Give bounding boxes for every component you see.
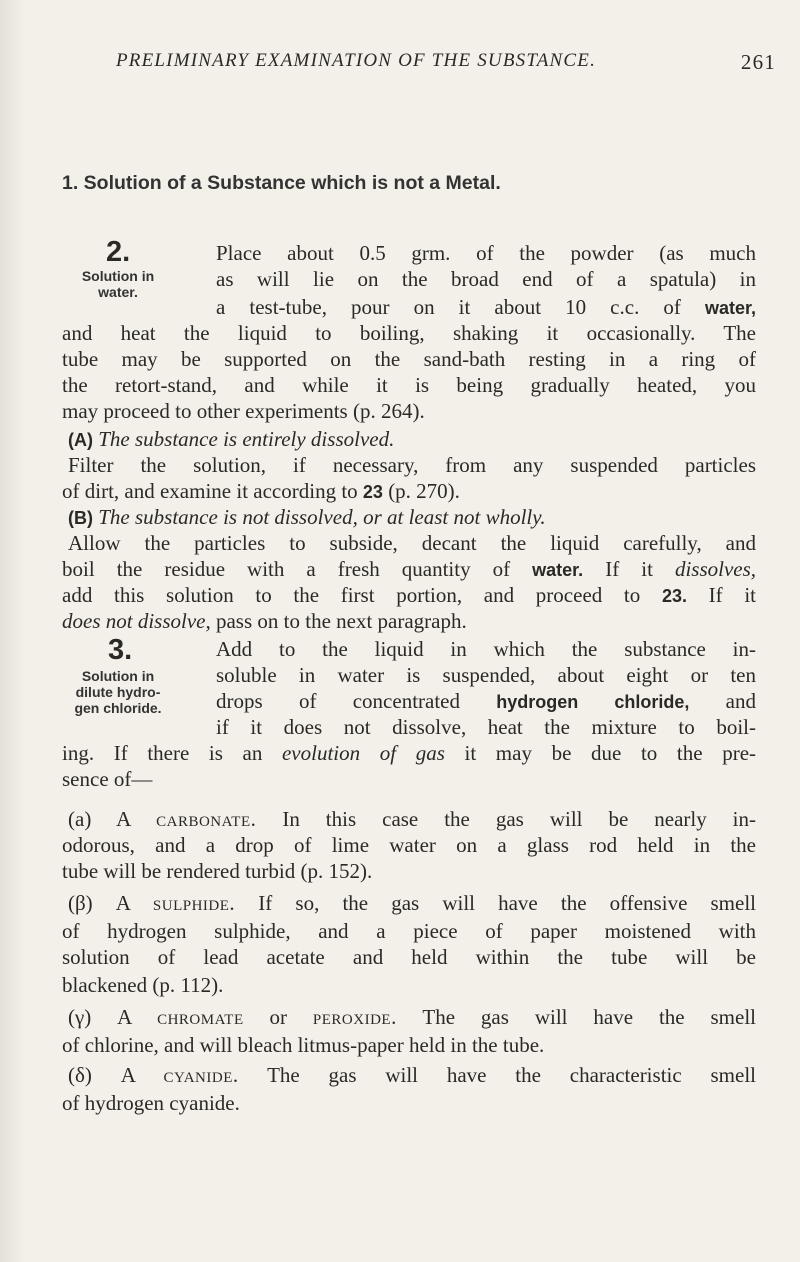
body-line: blackened (p. 112). — [62, 973, 224, 997]
substance-name: sulphide. — [152, 891, 236, 915]
cross-reference: 23 — [362, 482, 383, 502]
page-edge-shadow — [0, 0, 26, 1262]
body-line: as will lie on the broad end of a spatula) in — [216, 267, 756, 291]
body-line: Allow the particles to subside, decant the liquid carefully, and — [68, 531, 756, 555]
body-line: Add to the liquid in which the substance in- — [216, 637, 756, 661]
body-line: add this solution to the first portion, and proceed to 23. If it — [62, 583, 756, 607]
margin-note-solution-in-hcl — [48, 668, 188, 716]
body-line: of hydrogen sulphide, and a piece of paper moistened with — [62, 919, 756, 943]
body-line: if it does not dissolve, heat the mixture to boil- — [216, 715, 756, 739]
substance-name: cyanide. — [163, 1063, 239, 1087]
substance-name: chromate — [157, 1005, 244, 1029]
substance-name: carbonate. — [156, 807, 257, 831]
section-title: 1. Solution of a Substance which is not a Metal. — [62, 172, 501, 194]
body-line: of hydrogen cyanide. — [62, 1091, 240, 1115]
body-line: odorous, and a drop of lime water on a glass rod held in the — [62, 833, 756, 857]
page-number: 261 — [740, 50, 776, 74]
body-line: and heat the liquid to boiling, shaking it occasionally. The — [62, 321, 756, 345]
body-line: ing. If there is an evolution of gas it may be due to the pre- — [62, 741, 757, 765]
body-line: (β) A sulphide. If so, the gas will have the offensive smell — [68, 891, 756, 915]
body-line: may proceed to other experiments (p. 264). — [62, 399, 425, 423]
paragraph-number-3: 3. — [108, 634, 133, 666]
margin-note-line: gen chloride. — [74, 700, 162, 716]
body-line: tube will be rendered turbid (p. 152). — [62, 859, 373, 883]
paragraph-number-2: 2. — [106, 236, 131, 268]
margin-note-line: dilute hydro- — [75, 684, 161, 700]
body-line: solution of lead acetate and held within the tube will be — [62, 945, 756, 969]
body-line: sence of— — [62, 767, 153, 791]
margin-note-line: Solution in — [81, 268, 155, 284]
running-head — [116, 50, 776, 75]
body-line: a test-tube, pour on it about 10 c.c. of water, — [216, 295, 756, 319]
body-line: does not dissolve, pass on to the next paragraph. — [62, 609, 467, 633]
body-line: soluble in water is suspended, about eight or ten — [216, 663, 756, 687]
case-a-heading: (A) The substance is entirely dissolved. — [68, 427, 395, 451]
body-line: (δ) A cyanide. The gas will have the characteristic smell — [68, 1063, 756, 1087]
cross-reference: 23. — [661, 586, 687, 606]
body-line: drops of concentrated hydrogen chloride, and — [216, 689, 756, 713]
body-line: the retort-stand, and while it is being gradually heated, you — [62, 373, 756, 397]
reagent-hcl: hydrogen chloride, — [496, 692, 690, 712]
reagent-water: water, — [704, 298, 756, 318]
body-line: (γ) A chromate or peroxide. The gas will have the smell — [68, 1005, 756, 1029]
body-line: of dirt, and examine it according to 23 (p. 270). — [62, 479, 460, 503]
margin-note-solution-in-water — [48, 268, 188, 300]
margin-note-line: Solution in — [81, 668, 155, 684]
body-line: of chlorine, and will bleach litmus-paper held in the tube. — [62, 1033, 545, 1057]
case-b-heading: (B) The substance is not dissolved, or at least not wholly. — [68, 505, 546, 529]
margin-note-line: water. — [98, 284, 138, 300]
substance-name: peroxide. — [312, 1005, 397, 1029]
body-line: Place about 0.5 grm. of the powder (as much — [216, 241, 756, 265]
running-title: PRELIMINARY EXAMINATION OF THE SUBSTANCE. — [116, 50, 597, 71]
body-line: (a) A carbonate. In this case the gas will be nearly in- — [68, 807, 757, 831]
body-line: tube may be supported on the sand-bath resting in a ring of — [62, 347, 756, 371]
body-line: boil the residue with a fresh quantity of water. If it dissolves, — [62, 557, 757, 581]
body-line: Filter the solution, if necessary, from any suspended particles — [68, 453, 756, 477]
